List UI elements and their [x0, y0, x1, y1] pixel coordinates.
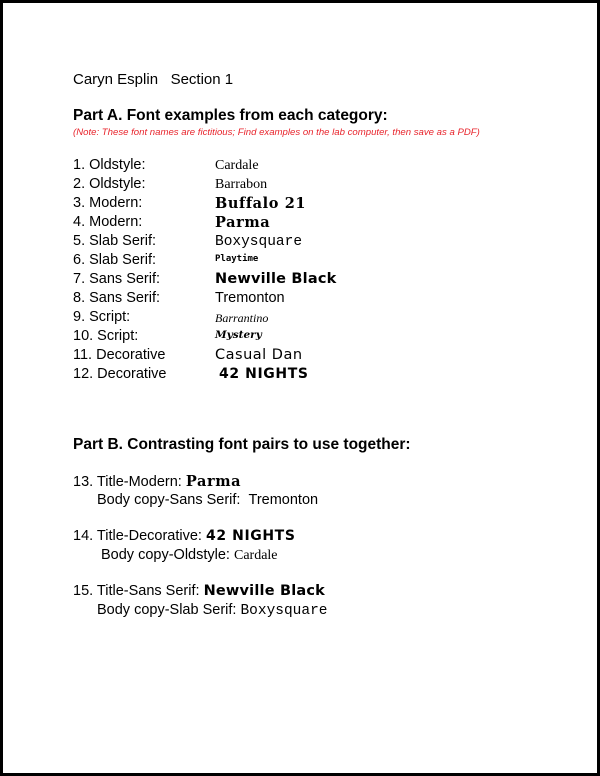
- header-line: [73, 71, 233, 88]
- item-label: 4. Modern:: [73, 214, 143, 230]
- item-label: 3. Modern:: [73, 195, 143, 211]
- list-item: [73, 214, 543, 233]
- font-example: 42 NIGHTS: [219, 366, 309, 382]
- font-example: Boxysquare: [215, 234, 303, 250]
- list-item: [73, 366, 543, 385]
- font-example: Cardale: [215, 158, 259, 173]
- pair-title-label: 15. Title-Sans Serif:: [73, 583, 200, 599]
- list-item: [73, 328, 543, 347]
- pair-title-line: [73, 473, 241, 490]
- font-example: Buffalo 21: [215, 195, 307, 212]
- part-b-title: Part B. Contrasting font pairs to use together:: [73, 436, 411, 453]
- pair-body-font: Tremonton: [248, 492, 319, 508]
- list-item: [73, 195, 543, 214]
- pair-title-line: [73, 528, 296, 544]
- part-a-title: Part A. Font examples from each category:: [73, 107, 388, 124]
- item-label: 9. Script:: [73, 309, 131, 325]
- pair-title-font: Parma: [185, 473, 242, 490]
- font-example: Barrabon: [215, 177, 268, 192]
- item-label: 11. Decorative: [73, 347, 166, 363]
- font-example: Playtime: [215, 254, 259, 264]
- list-item: [73, 271, 543, 290]
- list-item: [73, 347, 543, 366]
- item-label: 1. Oldstyle:: [73, 157, 146, 173]
- list-item: [73, 309, 543, 328]
- item-label: 5. Slab Serif:: [73, 233, 157, 249]
- pair-title-line: [73, 583, 325, 599]
- pair-body-label: Body copy-Sans Serif:: [97, 492, 241, 508]
- pair-body-label: Body copy-Slab Serif:: [97, 602, 237, 618]
- item-label: 2. Oldstyle:: [73, 176, 146, 192]
- document-page: [2, 2, 598, 774]
- font-example: Newville Black: [215, 271, 337, 287]
- pair-body-font: Boxysquare: [240, 603, 328, 619]
- pair-title-label: 14. Title-Decorative:: [73, 528, 202, 544]
- item-label: 12. Decorative: [73, 366, 167, 382]
- section-label: Section 1: [170, 71, 234, 88]
- item-label: 8. Sans Serif:: [73, 290, 161, 306]
- author-name: Caryn Esplin: [73, 71, 159, 88]
- font-example: Barrantino: [215, 311, 269, 325]
- part-a-note: (Note: These font names are fictitious; Find examples on the lab computer, then save as a PDF): [73, 127, 480, 138]
- pair-body-font: Cardale: [233, 548, 278, 563]
- list-item: [73, 252, 543, 271]
- item-label: 10. Script:: [73, 328, 139, 344]
- font-example: Tremonton: [215, 290, 285, 306]
- pair-title-font: 42 NIGHTS: [205, 528, 296, 544]
- font-example: Parma: [215, 214, 271, 231]
- item-label: 6. Slab Serif:: [73, 252, 157, 268]
- item-label: 7. Sans Serif:: [73, 271, 161, 287]
- pair-title-label: 13. Title-Modern:: [73, 474, 182, 490]
- pair-body-line: [97, 602, 327, 619]
- pair-body-line: [101, 547, 278, 564]
- list-item: [73, 290, 543, 309]
- pair-body-label: Body copy-Oldstyle:: [101, 547, 230, 563]
- list-item: [73, 233, 543, 252]
- font-example: Casual Dan: [215, 347, 303, 363]
- list-item: [73, 157, 543, 176]
- pair-title-font: Newville Black: [203, 583, 326, 599]
- pair-body-line: [97, 492, 318, 508]
- font-example: Mystery: [215, 329, 262, 341]
- list-item: [73, 176, 543, 195]
